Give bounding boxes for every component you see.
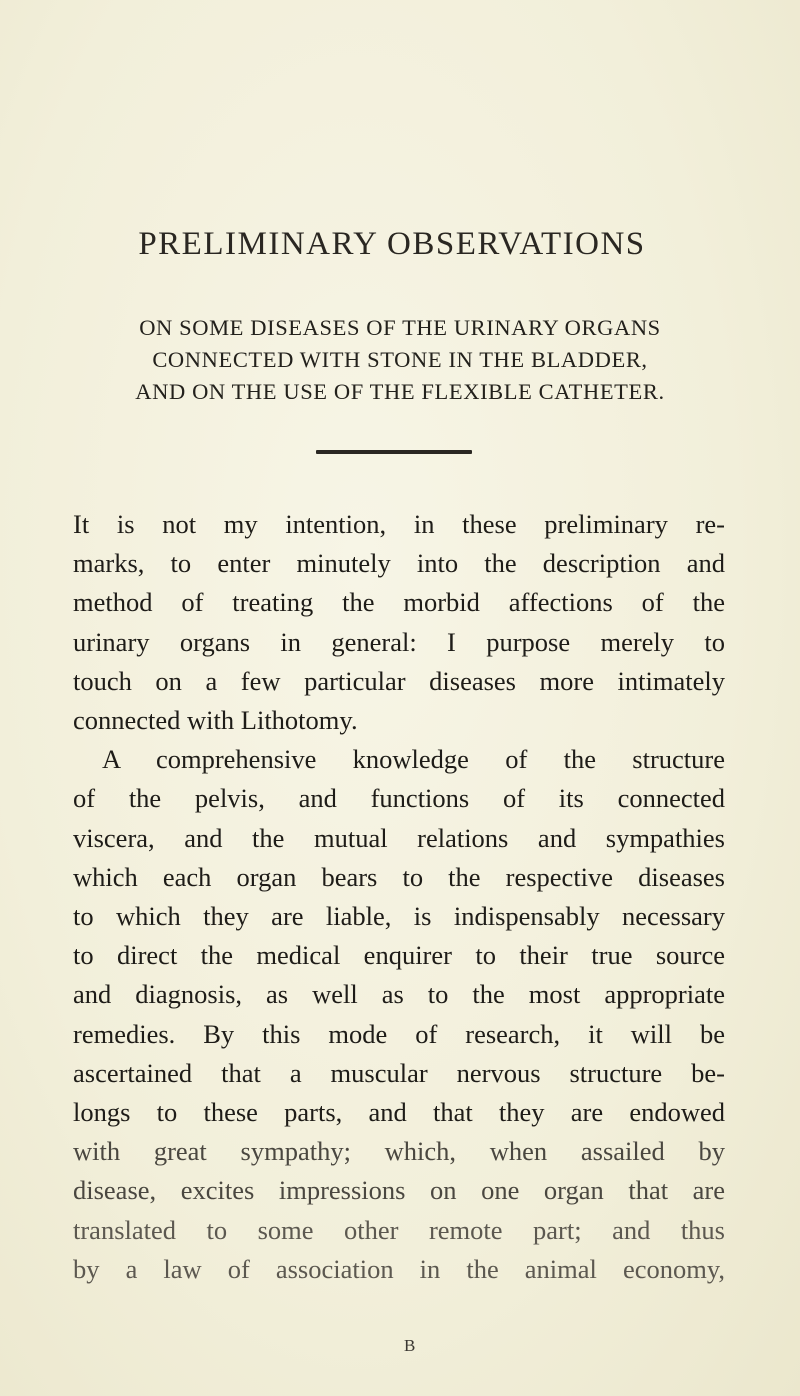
subtitle-line: CONNECTED WITH STONE IN THE BLADDER, (152, 347, 648, 372)
text-line: A comprehensive knowledge of the structure (102, 744, 725, 775)
text-line: It is not my intention, in these preliminary re- (73, 509, 725, 539)
body-text (73, 505, 725, 1289)
text-line: urinary organs in general: I purpose merely to (73, 626, 725, 657)
text-line: and diagnosis, as well as to the most appropriate (73, 979, 725, 1010)
text-line: connected with Lithotomy. (73, 705, 358, 736)
text-line: ascertained that a muscular nervous structure be- (73, 1057, 725, 1088)
text-line: marks, to enter minutely into the description and (73, 548, 725, 579)
text-line: to direct the medical enquirer to their true source (73, 940, 725, 971)
text-line: which each organ bears to the respective diseases (73, 861, 725, 892)
section-divider (316, 450, 472, 454)
subtitle-line: AND ON THE USE OF THE FLEXIBLE CATHETER. (135, 379, 665, 404)
text-line: translated to some other remote part; and thus (73, 1214, 725, 1245)
text-line: remedies. By this mode of research, it will be (73, 1018, 725, 1049)
text-line: method of treating the morbid affections of the (73, 587, 725, 618)
subtitle-line: ON SOME DISEASES OF THE URINARY ORGANS (139, 315, 661, 340)
text-line: with great sympathy; which, when assailed by (73, 1136, 725, 1167)
text-line: of the pelvis, and functions of its connected (73, 783, 725, 814)
text-line: viscera, and the mutual relations and sympathies (73, 822, 725, 853)
page-title: PRELIMINARY OBSERVATIONS (138, 226, 646, 262)
text-line: disease, excites impressions on one organ that are (73, 1175, 725, 1206)
text-line: touch on a few particular diseases more intimately (73, 665, 725, 696)
text-line: to which they are liable, is indispensably necessary (73, 901, 725, 932)
signature-mark: B (404, 1336, 416, 1355)
subtitle (0, 312, 800, 408)
text-line: longs to these parts, and that they are endowed (73, 1097, 725, 1128)
text-line: by a law of association in the animal economy, (73, 1253, 725, 1284)
